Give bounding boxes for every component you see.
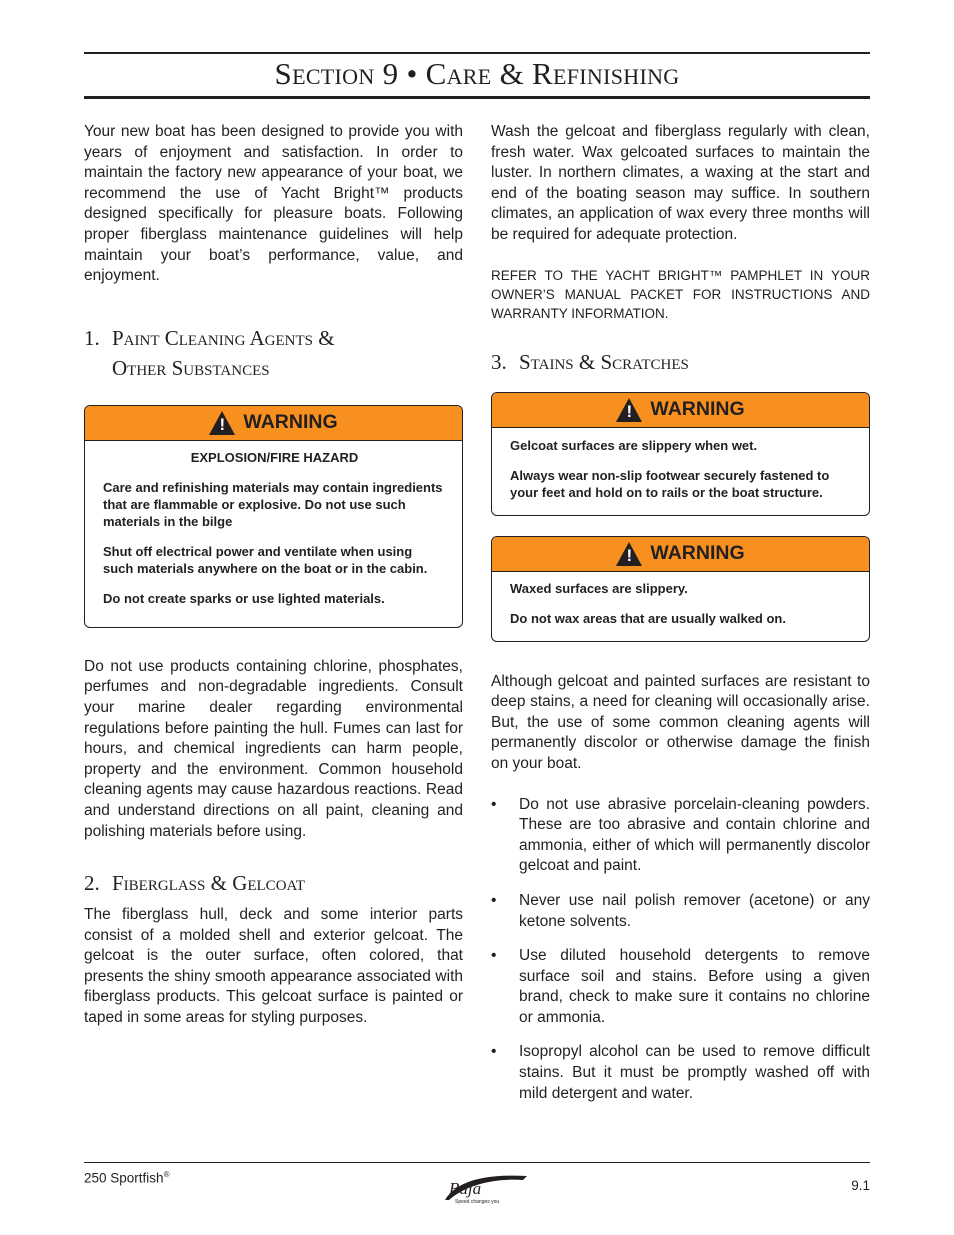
section-2-body: The fiberglass hull, deck and some interior parts consist of a molded shell and exterior gelcoat. The gelcoat is the outer surface, often colored, that presents the shiny smooth appearance associated with fiberglass products. This gelcoat surface is painted or taped in some areas for styling purposes. — [84, 906, 463, 1027]
section-1-number: 1. — [84, 325, 100, 350]
warning-heading: EXPLOSION/FIRE HAZARD — [190, 449, 359, 465]
list-item: • Do not use abrasive porcelain-cleaning powders. These are too abrasive and contain chlorine and ammonia, either of which will permanently discolor gelcoat and paint. — [491, 795, 870, 875]
section-3-number: 3. — [491, 349, 507, 374]
warning-header — [492, 537, 869, 572]
wash-paragraph: Wash the gelcoat and fiberglass regularly with clean, fresh water. Wax gelcoated surfaces to maintain the luster. In northern climates, a waxing at the start and end of the boating season may suffice. In southern climates, an application of wax every three months will be required for adequate protection. — [491, 123, 870, 243]
section-2-title: Fiberglass & Gelcoat — [112, 871, 305, 896]
warning-para: Waxed surfaces are slippery. — [510, 580, 688, 596]
section-1-title-line2: Other Substances — [112, 355, 270, 380]
refer-notice: REFER TO THE YACHT BRIGHT™ PAMPHLET IN YOUR OWNER’S MANUAL PACKET FOR INSTRUCTIONS AND WARRANTY INFORMATION. — [491, 267, 870, 321]
section-3-body: Although gelcoat and painted surfaces are resistant to deep stains, a need for cleaning will occasionally arise. But, the use of some common cleaning agents will permanently discolor or otherwise damage the finish on your boat. — [491, 672, 870, 772]
section-2-heading — [84, 868, 463, 898]
section-3-heading — [491, 347, 870, 377]
page-number: 9.1 — [851, 1178, 870, 1193]
warning-body — [492, 428, 869, 513]
list-item: • Isopropyl alcohol can be used to remove difficult stains. But it must be promptly washed off with mild detergent and water. — [491, 1043, 870, 1102]
footer-divider — [84, 1162, 870, 1163]
warning-triangle-icon: ! — [209, 411, 235, 435]
warning-para: Do not create sparks or use lighted materials. — [103, 590, 385, 606]
warning-para: Always wear non-slip footwear securely fastened to your feet and hold on to rails or the boat structure. — [510, 467, 830, 500]
warning-body — [85, 441, 462, 619]
warning-label: WARNING — [243, 411, 338, 434]
footer-model — [84, 1170, 169, 1186]
warning-para: Care and refinishing materials may contain ingredients that are flammable or explosive. Do not use such materials in the bilge — [103, 479, 443, 529]
section-1-heading — [84, 323, 463, 383]
warning-header — [85, 406, 462, 441]
left-column — [84, 122, 463, 1029]
warning-para: Gelcoat surfaces are slippery when wet. — [510, 437, 758, 453]
cleaning-bullet-list — [491, 795, 870, 1105]
right-column — [491, 122, 870, 1104]
logo-wordmark: Baja — [449, 1179, 482, 1198]
bullet-icon: • — [491, 891, 497, 909]
warning-box-slippery-wet — [491, 392, 870, 516]
warning-label: WARNING — [650, 542, 745, 565]
list-item: • Never use nail polish remover (acetone) or any ketone solvents. — [491, 891, 870, 930]
warning-body — [492, 572, 869, 639]
baja-logo — [427, 1170, 533, 1206]
bullet-icon: • — [491, 795, 497, 813]
section-title-band — [84, 52, 870, 99]
warning-box-fire — [84, 405, 463, 628]
warning-triangle-icon: ! — [616, 542, 642, 566]
logo-tagline: Speed changes you — [455, 1199, 500, 1205]
section-1-title-line1: Paint Cleaning Agents & — [112, 325, 335, 350]
page-title: Section 9 • Care & Refinishing — [274, 56, 680, 91]
model-name: 250 Sportfish — [84, 1170, 164, 1186]
section-3-title: Stains & Scratches — [519, 349, 689, 374]
list-item: • Use diluted household detergents to remove surface soil and stains. Before using a given brand, check to make sure it contains no chlorine or ammonia. — [491, 947, 870, 1026]
warning-para: Shut off electrical power and ventilate when using such materials anywhere on the boat or in the cabin. — [103, 543, 428, 576]
section-2-number: 2. — [84, 871, 100, 896]
warning-para: Do not wax areas that are usually walked on. — [510, 610, 786, 626]
section-1-body: Do not use products containing chlorine, phosphates, perfumes and non-degradable ingredients. Consult your marine dealer regarding environmental regulations before painting the hull. Fumes can last for hours, and chemical ingredients can harm people, property and the environment. Common household cleaning agents may cause hazardous reactions. Read and understand directions on all paint, cleaning and polishing materials before using. — [84, 657, 463, 840]
warning-box-waxed — [491, 536, 870, 642]
bullet-icon: • — [491, 947, 497, 965]
warning-triangle-icon: ! — [616, 398, 642, 422]
bullet-icon: • — [491, 1043, 497, 1061]
warning-header — [492, 393, 869, 428]
warning-label: WARNING — [650, 398, 745, 421]
registered-mark: ® — [163, 1170, 170, 1179]
intro-paragraph: Your new boat has been designed to provide you with years of enjoyment and satisfaction. In order to maintain the factory new appearance of your boat, we recommend the use of Yacht Bright™ products designed specifically for pleasure boats. Following proper fiberglass maintenance guidelines will help maintain your boat’s performance, value, and enjoyment. — [84, 123, 463, 285]
